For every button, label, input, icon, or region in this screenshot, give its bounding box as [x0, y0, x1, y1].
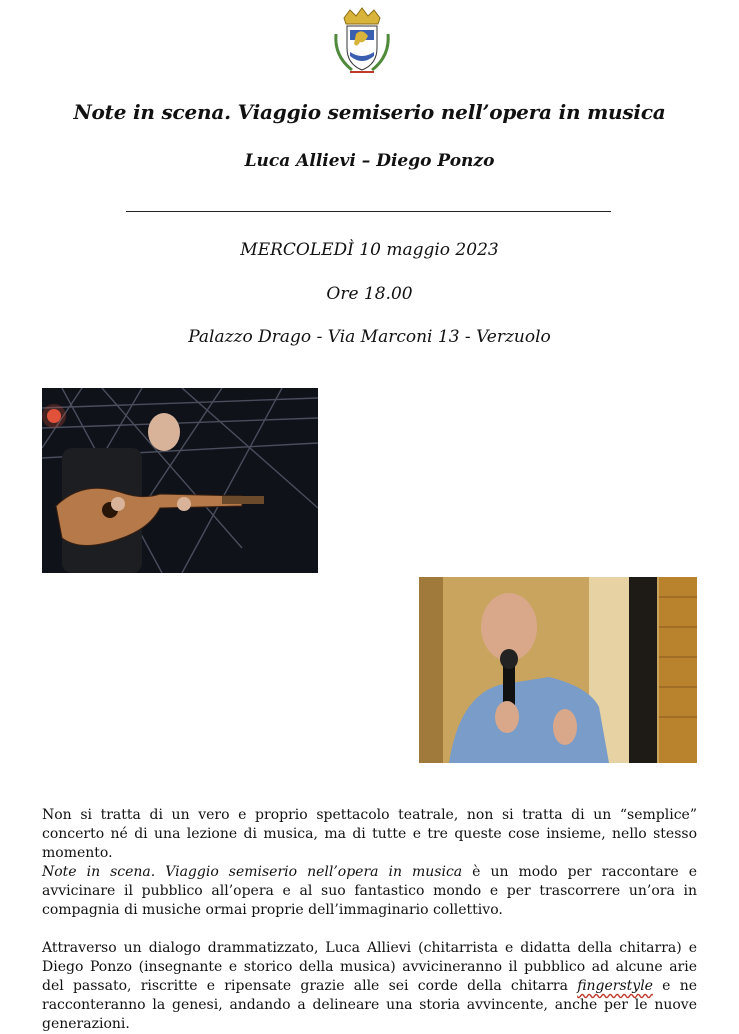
paragraph-details-start: Attraverso un dialogo drammatizzato, Luca Allievi (chitarrista e didatta della chitarra) e Diego Ponzo (insegnante e storico della musica) avvicineranno il pubblico ad alcune arie del passato, riscritte e ripensate grazie alle sei corde della chitarra: [42, 940, 697, 994]
event-time: Ore 18.00: [326, 284, 413, 304]
coat-of-arms-icon: [330, 4, 394, 80]
guitarist-photo: [42, 388, 318, 573]
paragraph-description: [42, 863, 697, 920]
event-venue: Palazzo Drago - Via Marconi 13 - Verzuolo: [188, 327, 551, 347]
paragraph-details-end: e ne racconteranno la genesi, andando a delineare una storia avvincente, anche per le nuove generazioni.: [42, 978, 697, 1032]
performers: Luca Allievi – Diego Ponzo: [244, 151, 495, 171]
paragraph-details: [42, 939, 697, 1034]
paragraph-title-ref: Note in scena. Viaggio semiserio nell’opera in musica: [42, 864, 463, 880]
speaker-photo: [419, 577, 697, 763]
event-date: MERCOLEDÌ 10 maggio 2023: [240, 240, 499, 260]
divider-line: [126, 211, 611, 212]
fingerstyle-term: fingerstyle: [577, 978, 653, 994]
paragraph-description-text: è un modo per raccontare e avvicinare il pubblico all’opera e al suo fantastico mondo e per trascorrere un’ora in compagnia di musiche ormai proprie dell’immaginario collettivo.: [42, 864, 697, 918]
paragraph-intro: Non si tratta di un vero e proprio spettacolo teatrale, non si tratta di un “semplice” concerto né di una lezione di musica, ma di tutte e tre queste cose insieme, nello stesso momento.: [42, 807, 697, 861]
event-title: Note in scena. Viaggio semiserio nell’opera in musica: [73, 100, 666, 124]
